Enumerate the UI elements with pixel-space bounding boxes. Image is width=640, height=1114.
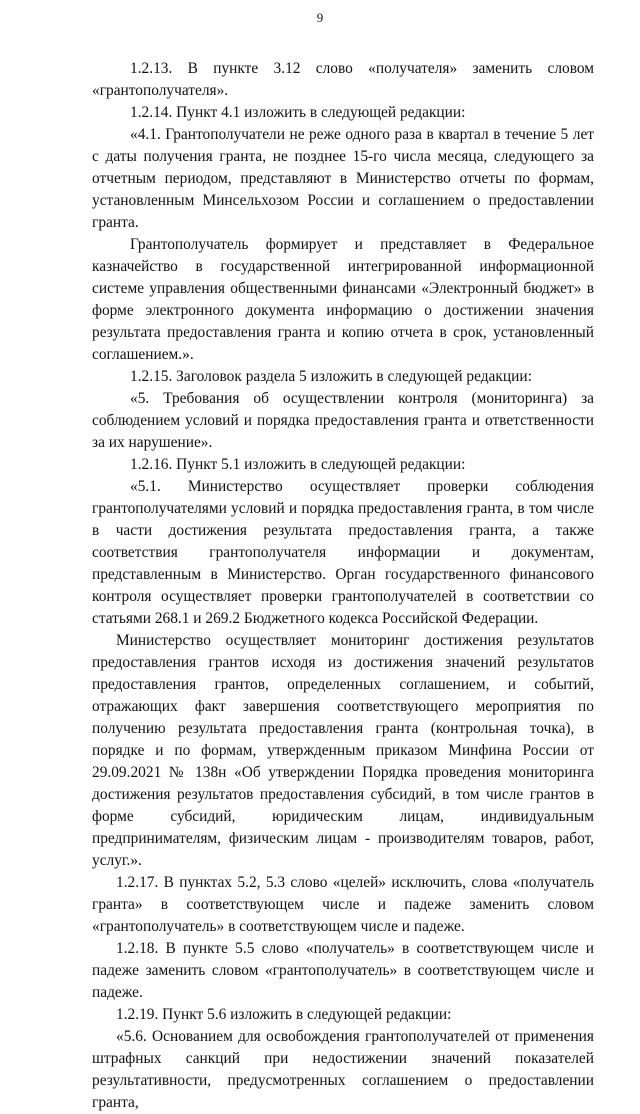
paragraph-1-2-13: 1.2.13. В пункте 3.12 слово «получателя» заменить словом «грантополучателя». — [92, 60, 594, 99]
page-number: 9 — [316, 10, 324, 25]
paragraph-1-2-17: 1.2.17. В пунктах 5.2, 5.3 слово «целей» исключить, слова «получатель гранта» в соответствующем числе и падеже заменить словом «грантополучатель» в соответствующем числе и падеже. — [92, 874, 594, 935]
paragraph-4-1-grantee: Грантополучатель формирует и представляет в Федеральное казначейство в государственной интегрированной информационной системе управления общественными финансами «Электронный бюджет» в форме электронного документа информацию о достижении значения результата предоставления гранта и копию отчета в срок, установленный соглашением.». — [92, 236, 594, 363]
paragraph-1-2-19: 1.2.19. Пункт 5.6 изложить в следующей редакции: — [116, 1006, 452, 1023]
paragraph-5-6: «5.6. Основанием для освобождения грантополучателей от применения штрафных санкций при недостижении значений показателей результативности, предусмотренных соглашением о предоставлении гранта, — [92, 1028, 594, 1111]
paragraph-5-1-monitoring: Министерство осуществляет мониторинг достижения результатов предоставления грантов исходя из достижения значений результатов предоставления грантов, определенных соглашением, и событий, отражающих факт завершения соответствующего мероприятия по получению результата предоставления гранта (контрольная точка), в порядке и по формам, утвержденным приказом Минфина России от 29.09.2021 № 138н «Об утверждении Порядка проведения мониторинга достижения результатов предоставления субсидий, в том числе грантов в форме субсидий, юридическим лицам, индивидуальным предпринимателям, физическим лицам - производителям товаров, работ, услуг.». — [92, 632, 594, 869]
paragraph-5-1: «5.1. Министерство осуществляет проверки соблюдения грантополучателями условий и порядка предоставления гранта, в том числе в части достижения результата предоставления гранта, а также соответствия грантополучателя информации и документам, представленным в Министерство. Орган государственного финансового контроля осуществляет проверки грантополучателей в соответствии со статьями 268.1 и 269.2 Бюджетного кодекса Российской Федерации. — [92, 478, 594, 627]
paragraph-1-2-16: 1.2.16. Пункт 5.1 изложить в следующей редакции: — [130, 456, 466, 473]
paragraph-4-1: «4.1. Грантополучатели не реже одного раза в квартал в течение 5 лет с даты получения гранта, не позднее 15-го числа месяца, следующего за отчетным периодом, представляют в Министерство отчеты по формам, установленным Минсельхозом России и соглашением о предоставлении гранта. — [92, 126, 594, 231]
paragraph-1-2-15: 1.2.15. Заголовок раздела 5 изложить в следующей редакции: — [130, 368, 532, 385]
paragraph-section-5-title: «5. Требования об осуществлении контроля (мониторинга) за соблюдением условий и порядка предоставления гранта и ответственности за их нарушение». — [92, 390, 594, 451]
paragraph-1-2-14: 1.2.14. Пункт 4.1 изложить в следующей редакции: — [130, 104, 466, 121]
paragraph-1-2-18: 1.2.18. В пункте 5.5 слово «получатель» в соответствующем числе и падеже заменить словом «грантополучатель» в соответствующем числе и падеже. — [92, 940, 594, 1001]
document-body — [92, 58, 594, 1114]
